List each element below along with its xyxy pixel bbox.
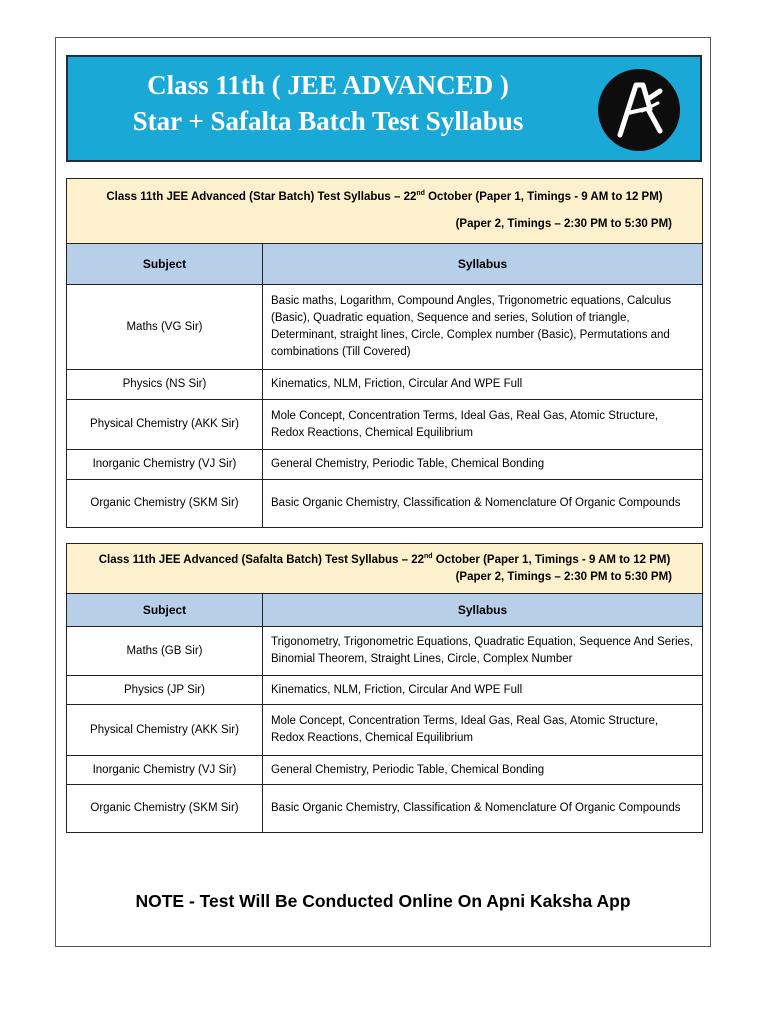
subject-cell: Inorganic Chemistry (VJ Sir) xyxy=(67,756,263,785)
star-batch-table xyxy=(66,178,703,528)
column-header-subject: Subject xyxy=(67,594,263,627)
syllabus-cell: General Chemistry, Periodic Table, Chemical Bonding xyxy=(263,756,703,785)
syllabus-cell: Trigonometry, Trigonometric Equations, Quadratic Equation, Sequence And Series, Binomial Theorem, Straight Lines, Circle, Complex Number xyxy=(263,627,703,676)
star-batch-caption: Class 11th JEE Advanced (Star Batch) Test Syllabus – 22nd October (Paper 1, Timings - 9 AM to 12 PM) (Paper 2, Timings – 2:30 PM to 5:30 PM) xyxy=(67,179,703,244)
subject-cell: Physical Chemistry (AKK Sir) xyxy=(67,400,263,450)
safalta-batch-table xyxy=(66,543,703,833)
syllabus-cell: General Chemistry, Periodic Table, Chemical Bonding xyxy=(263,450,703,480)
subject-cell: Physics (NS Sir) xyxy=(67,370,263,400)
column-header-subject: Subject xyxy=(67,244,263,285)
syllabus-cell: Kinematics, NLM, Friction, Circular And WPE Full xyxy=(263,676,703,705)
title-banner xyxy=(66,55,702,162)
safalta-batch-caption: Class 11th JEE Advanced (Safalta Batch) Test Syllabus – 22nd October (Paper 1, Timings - 9 AM to 12 PM) (Paper 2, Timings – 2:30 PM to 5:30 PM) xyxy=(67,544,703,594)
table-row xyxy=(67,705,703,756)
table-row xyxy=(67,676,703,705)
column-header-syllabus: Syllabus xyxy=(263,594,703,627)
table-row xyxy=(67,756,703,785)
subject-cell: Inorganic Chemistry (VJ Sir) xyxy=(67,450,263,480)
table-row xyxy=(67,450,703,480)
subject-cell: Maths (GB Sir) xyxy=(67,627,263,676)
subject-cell: Maths (VG Sir) xyxy=(67,285,263,370)
subject-cell: Organic Chemistry (SKM Sir) xyxy=(67,480,263,528)
table-row xyxy=(67,400,703,450)
table-row xyxy=(67,285,703,370)
syllabus-cell: Mole Concept, Concentration Terms, Ideal Gas, Real Gas, Atomic Structure, Redox Reactions, Chemical Equilibrium xyxy=(263,705,703,756)
table-row xyxy=(67,480,703,528)
online-test-note: NOTE - Test Will Be Conducted Online On Apni Kaksha App xyxy=(135,891,631,911)
table-row xyxy=(67,627,703,676)
subject-cell: Physics (JP Sir) xyxy=(67,676,263,705)
column-header-syllabus: Syllabus xyxy=(263,244,703,285)
title-line-2: Star + Safalta Batch Test Syllabus xyxy=(132,106,524,136)
syllabus-cell: Kinematics, NLM, Friction, Circular And WPE Full xyxy=(263,370,703,400)
subject-cell: Organic Chemistry (SKM Sir) xyxy=(67,785,263,833)
syllabus-cell: Basic maths, Logarithm, Compound Angles, Trigonometric equations, Calculus (Basic), Quadratic equation, Sequence and series, Solution of triangle, Determinant, straight lines, Circle, Complex number (Basic), Permutations and combinations (Till Covered) xyxy=(263,285,703,370)
subject-cell: Physical Chemistry (AKK Sir) xyxy=(67,705,263,756)
syllabus-cell: Mole Concept, Concentration Terms, Ideal Gas, Real Gas, Atomic Structure, Redox Reactions, Chemical Equilibrium xyxy=(263,400,703,450)
table-row xyxy=(67,370,703,400)
title-line-1: Class 11th ( JEE ADVANCED ) xyxy=(147,70,509,100)
syllabus-cell: Basic Organic Chemistry, Classification & Nomenclature Of Organic Compounds xyxy=(263,785,703,833)
apni-kaksha-logo-icon xyxy=(598,69,680,151)
syllabus-cell: Basic Organic Chemistry, Classification & Nomenclature Of Organic Compounds xyxy=(263,480,703,528)
table-row xyxy=(67,785,703,833)
